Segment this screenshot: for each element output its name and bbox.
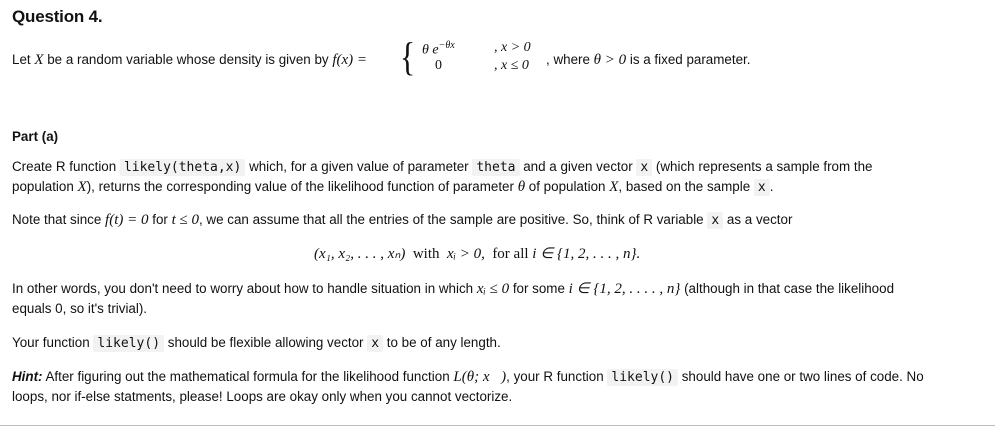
part-a-heading: Part (a) <box>12 129 59 144</box>
para4: Your function likely() should be flexible allowing vector x to be of any length. <box>12 335 501 351</box>
code-likely-theta-x: likely(theta,x) <box>120 159 245 176</box>
question-title: Question 4. <box>12 7 103 26</box>
para3-line1: In other words, you don't need to worry about how to handle situation in which xᵢ ≤ 0 for some i ∈ {1, 2, . . . . , n} (although in that case the likelihood <box>12 281 895 297</box>
display-equation: (x₁, x₂, . . . , xₙ) with xᵢ > 0, for all i ∈ {1, 2, . . . , n}. <box>314 246 641 262</box>
intro-tail-a: where <box>549 52 594 67</box>
code-x: x <box>636 159 652 176</box>
code-x-vector: x <box>707 212 723 229</box>
piecewise-brace: { <box>399 34 416 79</box>
para2: Note that since f(t) = 0 for t ≤ 0, we can assume that all the entries of the sample are positive. So, think of R variable x as a vector <box>12 212 793 228</box>
code-x-sample: x <box>754 179 770 196</box>
case2-value: 0 <box>435 58 442 73</box>
hint-line2: loops, nor if-else statments, please! Loops are okay only when you cannot vectorize. <box>12 389 513 404</box>
case2-condition: , x ≤ 0 <box>494 58 529 73</box>
hint-label: Hint: <box>12 369 43 384</box>
para1-line2: population X), returns the corresponding value of the likelihood function of parameter θ of population X, based on the sample x . <box>12 179 774 195</box>
para1-line1: Create R function likely(theta,x) which, for a given value of parameter theta and a given vector x (which represents a sample from the <box>12 159 873 175</box>
code-x-length: x <box>367 335 383 352</box>
para3-line2: equals 0, so it's trivial). <box>12 301 148 316</box>
intro-tail-b: is a fixed parameter. <box>626 52 751 67</box>
density-fx: f(x) = <box>332 52 368 68</box>
theta-condition: θ > 0 <box>593 52 627 68</box>
bottom-divider <box>0 425 995 426</box>
intro-lead: Let <box>12 52 35 67</box>
intro-var-x: X <box>34 52 44 68</box>
code-likely-hint: likely() <box>607 369 678 386</box>
case1-condition: , x > 0 <box>494 40 531 55</box>
code-likely: likely() <box>93 335 164 352</box>
hint-line1: Hint: After figuring out the mathematical formula for the likelihood function L(θ; x⃗), your R function likely() should have one or two lines of code. No <box>12 369 924 385</box>
case1-value: θ $e^{-\theta x}$ <box>422 40 455 58</box>
intro-mid: be a random variable whose density is given by <box>43 52 333 67</box>
intro-comma: , <box>546 52 550 67</box>
code-theta: theta <box>472 159 519 176</box>
